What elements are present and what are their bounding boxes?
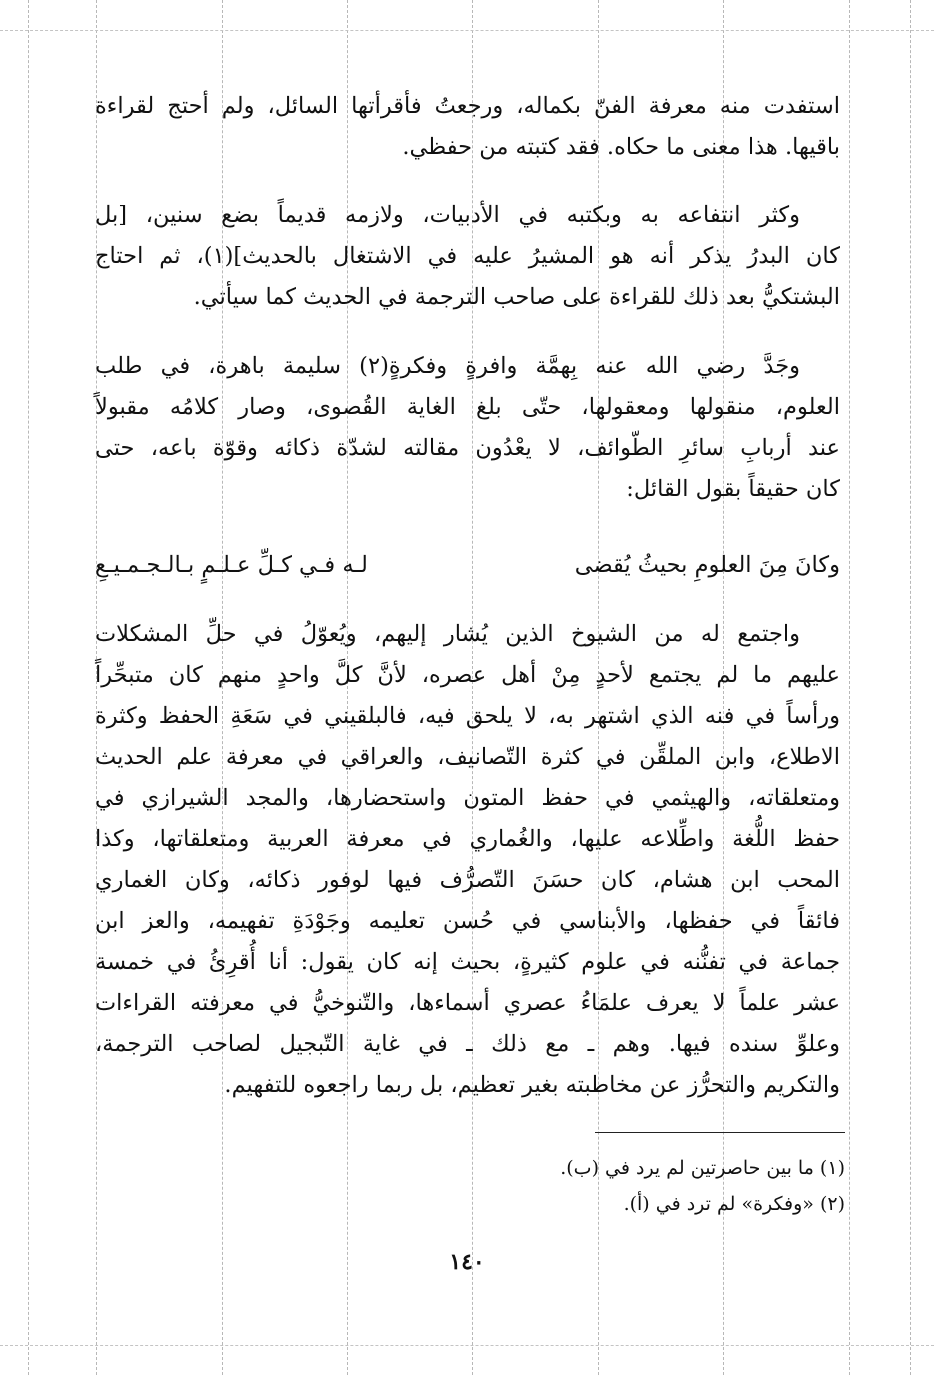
text-line: جماعة في تفنُّنه في علوم كثيرةٍ، بحيث إنه كان يقول: أنا أُقرِئُ في خمسة xyxy=(95,949,840,975)
text-line: وجَدَّ رضي الله عنه بِهمَّة وافرةٍ وفكرةٍ(٢) سليمة باهرة، في طلب xyxy=(95,353,800,379)
text-line: العلوم، منقولها ومعقولها، حتّى بلغ الغاية القُصوى، وصار كلامُه مقبولاً xyxy=(95,394,840,420)
verse-second-hemistich: لـه فـي كـلِّ عـلـمٍ بـالـجـمـيـعِ xyxy=(95,552,368,578)
text-line: واجتمع له من الشيوخ الذين يُشار إليهم، ويُعوّلُ في حلِّ المشكلات xyxy=(95,621,800,647)
footnotes xyxy=(95,1150,845,1222)
text-line: عند أربابِ سائرِ الطّوائف، لا يعْدُون مقالته لشدّة ذكائه وقوّة باعه، حتى xyxy=(95,435,840,461)
text-line: كان البدرُ يذكر أنه هو المشيرُ عليه في الاشتغال بالحديث](١)، ثم احتاج xyxy=(95,243,840,269)
verse-first-hemistich: وكانَ مِنَ العلومِ بحيثُ يُقضى xyxy=(574,552,840,578)
paragraph-2 xyxy=(95,195,840,318)
footnote-1: (١) ما بين حاصرتين لم يرد في (ب). xyxy=(560,1157,845,1179)
scan-guide-line xyxy=(0,1345,934,1346)
text-line: عشر علماً لا يعرف علمَاءُ عصري أسماءها، والتّنوخيُّ في معرفته القراءات xyxy=(95,990,840,1016)
footnote-2: (٢) «وفكرة» لم ترد في (أ). xyxy=(623,1193,845,1215)
text-line: وعلوِّ سنده فيها. وهم ـ مع ذلك ـ في غاية التّبجيل لصاحب الترجمة، xyxy=(95,1031,840,1057)
paragraph-5 xyxy=(95,614,840,1106)
scan-guide-line xyxy=(849,0,850,1375)
text-line: الاطلاع، وابن الملقِّن في كثرة التّصانيف، والعراقي في معرفة علم الحديث xyxy=(95,744,840,770)
text-line: باقيها. هذا معنى ما حكاه. فقد كتبته من حفظي. xyxy=(402,134,840,160)
text-line: والتكريم والتحرُّز عن مخاطبته بغير تعظيم، بل ربما راجعوه للتفهيم. xyxy=(224,1072,840,1098)
text-line: حفظ اللُّغة واطِّلاعه عليها، والغُماري في معرفة العربية ومتعلقاتها، وكذا xyxy=(95,826,840,852)
footnote-separator xyxy=(595,1132,845,1133)
text-line: كان حقيقاً بقول القائل: xyxy=(626,476,840,502)
scan-guide-line xyxy=(910,0,911,1375)
text-line: ومتعلقاته، والهيثمي في حفظ المتون واستحضارها، والمجد الشيرازي في xyxy=(95,785,840,811)
scan-guide-line xyxy=(0,30,934,31)
text-line: ورأساً في فنه الذي اشتهر به، لا يلحق فيه، فالبلقيني في سَعَةِ الحفظ وكثرة xyxy=(95,703,840,729)
paragraph-1 xyxy=(95,86,840,168)
text-line: عليهم ما لم يجتمع لأحدٍ مِنْ أهل عصره، لأنَّ كلَّ واحدٍ منهم كان متبحِّراً xyxy=(95,662,840,688)
text-line: استفدت منه معرفة الفنّ بكماله، ورجعتُ فأقرأتها السائل، ولم أحتج لقراءة xyxy=(95,93,840,119)
page-number: ١٤٠ xyxy=(449,1249,485,1275)
text-line: وكثر انتفاعه به وبكتبه في الأدبيات، ولازمه قديماً بضع سنين، [بل xyxy=(95,202,800,228)
text-line: البشتكيُّ بعد ذلك للقراءة على صاحب الترجمة في الحديث كما سيأتي. xyxy=(193,284,840,310)
scan-guide-line xyxy=(28,0,29,1375)
text-line: المحب ابن هشام، كان حسَنَ التّصرُّف فيها لوفور ذكائه، وكان الغماري xyxy=(95,867,840,893)
text-line: فائقاً في حفظها، والأبناسي في حُسن تعليمه وجَوْدَةِ تفهيمه، والعز ابن xyxy=(95,908,840,934)
paragraph-3 xyxy=(95,346,840,510)
